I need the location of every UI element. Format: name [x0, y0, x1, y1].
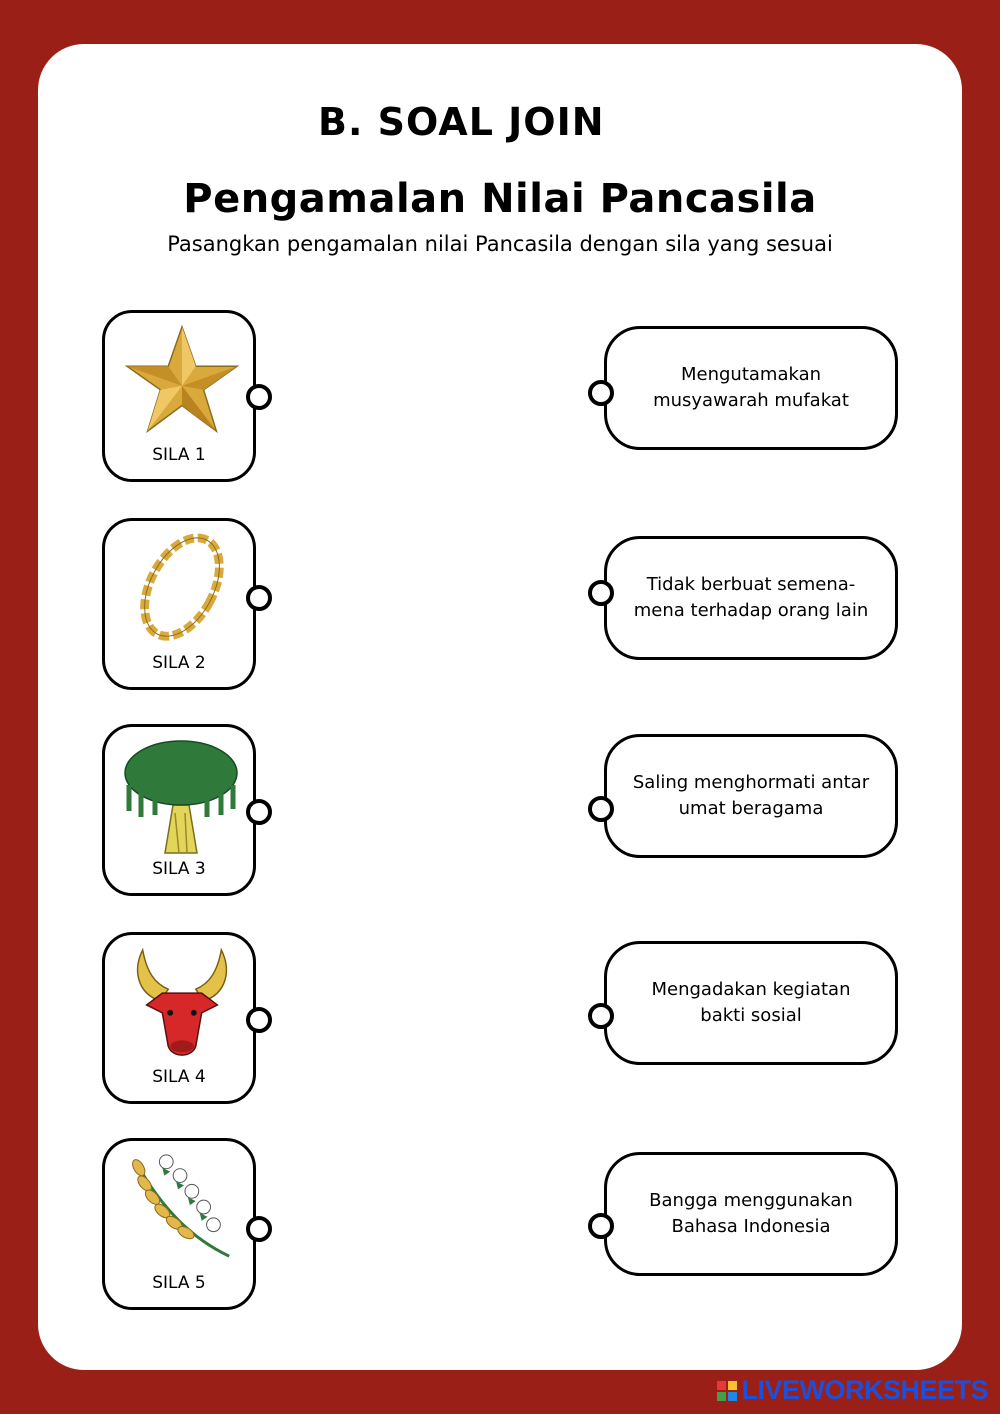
sila-card-5	[102, 1138, 256, 1310]
answer-text: Tidak berbuat semena-mena terhadap orang lain	[633, 574, 869, 621]
sila-1-connector[interactable]	[246, 384, 272, 410]
answer-3-connector[interactable]	[588, 796, 614, 822]
sila-label: SILA 3	[152, 859, 206, 879]
answer-4-connector[interactable]	[588, 1003, 614, 1029]
star-icon	[123, 321, 241, 439]
answer-text: Mengadakan kegiatan bakti sosial	[651, 979, 851, 1026]
answer-card-4	[604, 941, 898, 1065]
sila-label: SILA 4	[152, 1067, 206, 1087]
bull-head-icon	[123, 943, 241, 1063]
chain-icon	[123, 529, 241, 649]
answer-card-1	[604, 326, 898, 450]
section-title: B. SOAL JOIN	[318, 100, 605, 144]
sila-5-connector[interactable]	[246, 1216, 272, 1242]
answer-card-2	[604, 536, 898, 660]
sila-card-1	[102, 310, 256, 482]
sila-label: SILA 2	[152, 653, 206, 673]
sila-card-2	[102, 518, 256, 690]
sila-4-connector[interactable]	[246, 1007, 272, 1033]
answer-text: Mengutamakan musyawarah mufakat	[653, 364, 849, 411]
answer-card-5	[604, 1152, 898, 1276]
logo-text: LIVEWORKSHEETS	[741, 1375, 988, 1405]
sila-card-3	[102, 724, 256, 896]
rice-cotton-icon	[123, 1149, 241, 1269]
logo-squares-icon	[717, 1381, 737, 1401]
sila-card-4	[102, 932, 256, 1104]
sila-2-connector[interactable]	[246, 585, 272, 611]
answer-2-connector[interactable]	[588, 580, 614, 606]
answer-1-connector[interactable]	[588, 380, 614, 406]
sila-label: SILA 1	[152, 445, 206, 465]
sila-label: SILA 5	[152, 1273, 206, 1293]
liveworksheets-logo	[717, 1375, 988, 1406]
page-title: Pengamalan Nilai Pancasila	[183, 176, 817, 222]
answer-text: Bangga menggunakan Bahasa Indonesia	[649, 1190, 853, 1237]
banyan-tree-icon	[121, 735, 241, 855]
answer-5-connector[interactable]	[588, 1213, 614, 1239]
answer-text: Saling menghormati antar umat beragama	[632, 772, 870, 819]
answer-card-3	[604, 734, 898, 858]
sila-3-connector[interactable]	[246, 799, 272, 825]
instruction-text: Pasangkan pengamalan nilai Pancasila dengan sila yang sesuai	[167, 232, 833, 256]
